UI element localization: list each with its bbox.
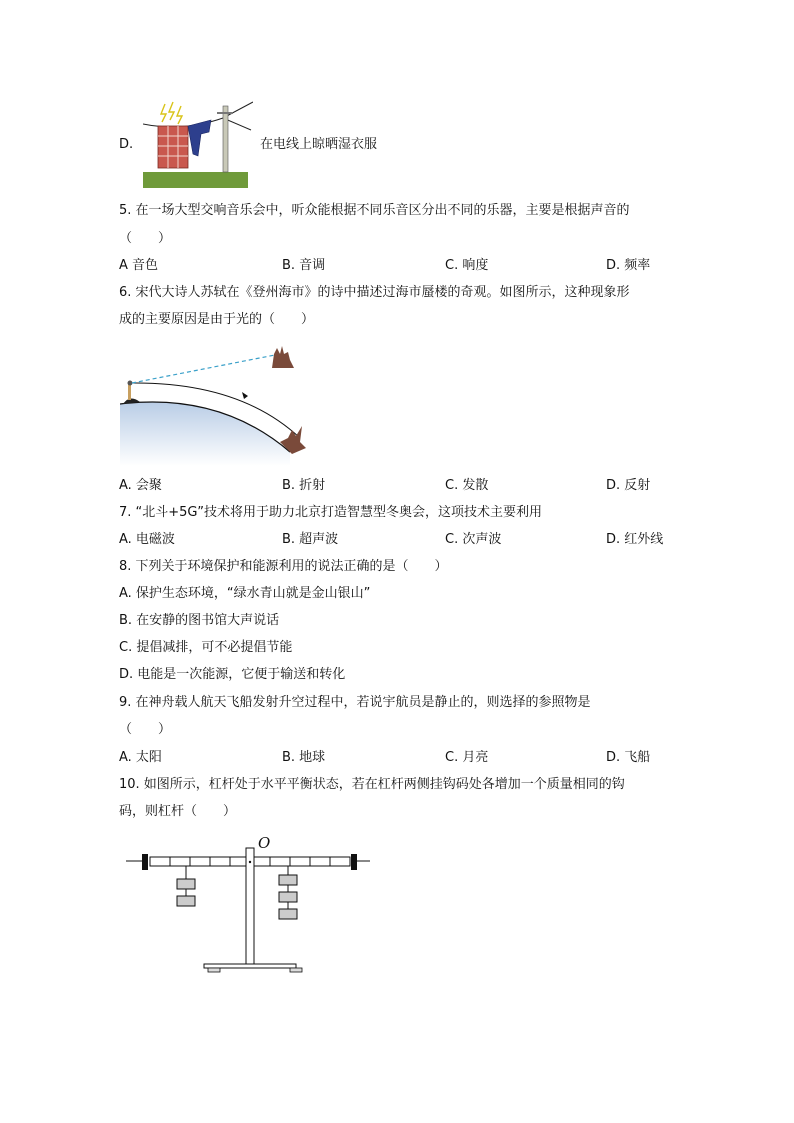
q6-option-a: A. 会聚 xyxy=(119,478,162,493)
q9-option-d: D. 飞船 xyxy=(606,750,651,765)
q6-stem-line2: 成的主要原因是由于光的（ ） xyxy=(119,312,315,327)
q4-option-d-caption: 在电线上晾晒湿衣服 xyxy=(260,137,378,152)
q6-option-d: D. 反射 xyxy=(606,478,651,493)
q9-answer-blank: （ ） xyxy=(119,722,172,737)
q8-option-b: B. 在安静的图书馆大声说话 xyxy=(119,613,280,628)
q8-option-a: A. 保护生态环境，“绿水青山就是金山银山” xyxy=(119,586,371,601)
q7-option-d: D. 红外线 xyxy=(606,532,664,547)
q6-option-b: B. 折射 xyxy=(282,478,326,493)
q6-option-c: C. 发散 xyxy=(445,478,489,493)
q10-stem-line2: 码，则杠杆（ ） xyxy=(119,804,237,819)
q9-stem: 9. 在神舟载人航天飞船发射升空过程中，若说宇航员是静止的，则选择的参照物是 xyxy=(119,695,591,710)
q7-option-c: C. 次声波 xyxy=(445,532,502,547)
q9-option-c: C. 月亮 xyxy=(445,750,489,765)
lever-balance-diagram xyxy=(122,836,372,976)
q10-stem-line1: 10. 如图所示，杠杆处于水平平衡状态，若在杠杆两侧挂钩码处各增加一个质量相同的钩 xyxy=(119,777,625,792)
q5-option-a: A 音色 xyxy=(119,258,159,273)
q5-option-c: C. 响度 xyxy=(445,258,489,273)
q8-stem: 8. 下列关于环境保护和能源利用的说法正确的是（ ） xyxy=(119,559,448,574)
q5-option-b: B. 音调 xyxy=(282,258,326,273)
q9-option-b: B. 地球 xyxy=(282,750,326,765)
q5-stem: 5. 在一场大型交响音乐会中，听众能根据不同乐音区分出不同的乐器，主要是根据声音的 xyxy=(119,203,630,218)
q6-stem-line1: 6. 宋代大诗人苏轼在《登州海市》的诗中描述过海市蜃楼的奇观。如图所示，这种现象形 xyxy=(119,285,630,300)
q4-option-d-label: D. xyxy=(119,137,134,152)
lever-pivot-label: O xyxy=(258,834,271,852)
clothesline-electric-wire-illustration xyxy=(143,98,253,190)
q8-option-c: C. 提倡减排，可不必提倡节能 xyxy=(119,640,293,655)
q9-option-a: A. 太阳 xyxy=(119,750,162,765)
q7-stem: 7. “北斗+5G”技术将用于助力北京打造智慧型冬奥会，这项技术主要利用 xyxy=(119,505,542,520)
q5-answer-blank: （ ） xyxy=(119,231,172,246)
q5-option-d: D. 频率 xyxy=(606,258,651,273)
mirage-diagram xyxy=(120,342,310,466)
q8-option-d: D. 电能是一次能源，它便于输送和转化 xyxy=(119,667,346,682)
q7-option-a: A. 电磁波 xyxy=(119,532,175,547)
q7-option-b: B. 超声波 xyxy=(282,532,339,547)
